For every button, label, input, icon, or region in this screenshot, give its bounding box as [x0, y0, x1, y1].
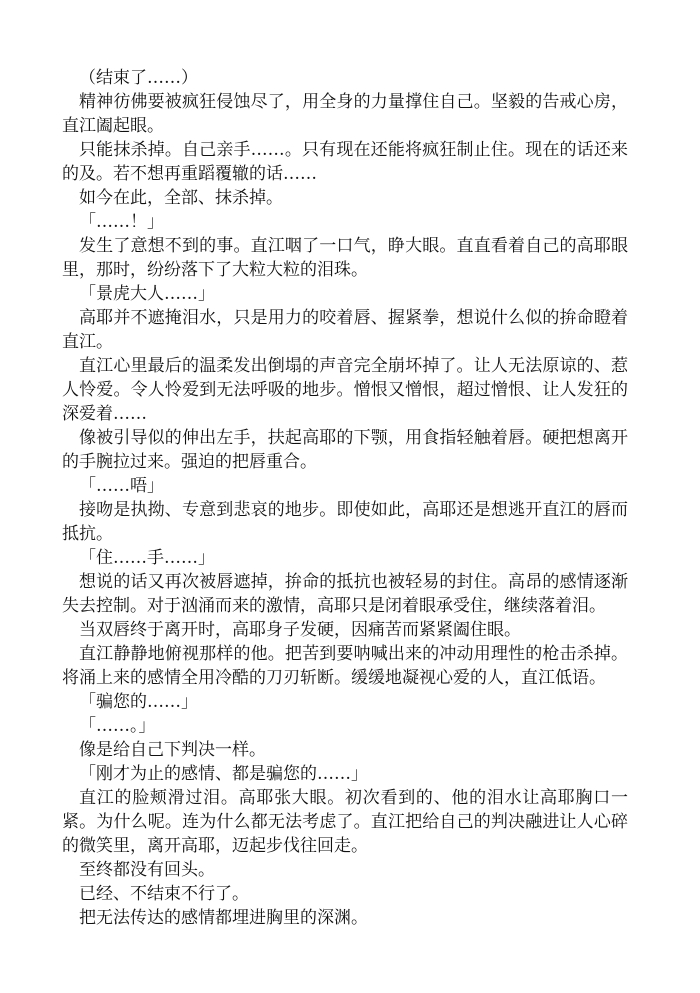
- paragraph: 直江的脸颊滑过泪。高耶张大眼。初次看到的、他的泪水让高耶胸口一紧。为什么呢。连为什么都无法考虑了。直江把给自己的判决融进让人心碎的微笑里，离开高耶，迈起步伐往回走。: [62, 788, 628, 856]
- paragraph: 只能抹杀掉。自己亲手……。只有现在还能将疯狂制止住。现在的话还来的及。若不想再重蹈覆辙的话……: [62, 140, 628, 184]
- paragraph: 直江静静地俯视那样的他。把苦到要呐喊出来的冲动用理性的枪击杀掉。将涌上来的感情全用冷酷的刀刃斩断。缓缓地凝视心爱的人，直江低语。: [62, 644, 628, 688]
- paragraph: 像被引导似的伸出左手，扶起高耶的下颚，用食指轻触着唇。硬把想离开的手腕拉过来。强迫的把唇重合。: [62, 428, 628, 472]
- paragraph: 当双唇终于离开时，高耶身子发硬，因痛苦而紧紧阖住眼。: [79, 620, 521, 640]
- paragraph: 发生了意想不到的事。直江咽了一口气，睁大眼。直直看着自己的高耶眼里，那时，纷纷落下了大粒大粒的泪珠。: [62, 236, 628, 280]
- paragraph: 精神彷佛要被疯狂侵蚀尽了，用全身的力量撑住自己。坚毅的告戒心房，直江阖起眼。: [62, 92, 628, 136]
- paragraph: 「……！」: [79, 212, 164, 232]
- paragraph: 「刚才为止的感情、都是骗您的……」: [79, 764, 368, 784]
- paragraph: 已经、不结束不行了。: [79, 884, 249, 904]
- paragraph: 像是给自己下判决一样。: [79, 740, 266, 760]
- paragraph: 至终都没有回头。: [79, 860, 215, 880]
- paragraph: 「骗您的……」: [79, 692, 198, 712]
- paragraph: 把无法传达的感情都埋进胸里的深渊。: [79, 908, 368, 928]
- paragraph: （结束了……）: [79, 68, 198, 88]
- paragraph: 「……。」: [79, 716, 156, 736]
- paragraph: 如今在此，全部、抹杀掉。: [79, 188, 283, 208]
- paragraph: 高耶并不遮掩泪水，只是用力的咬着唇、握紧拳，想说什么似的拚命瞪着直江。: [62, 308, 628, 352]
- paragraph: 「景虎大人……」: [79, 284, 215, 304]
- paragraph: 「住……手……」: [79, 548, 215, 568]
- paragraph: 「……唔」: [79, 476, 164, 496]
- paragraph: 想说的话又再次被唇遮掉，拚命的抵抗也被轻易的封住。高昂的感情逐渐失去控制。对于汹涌而来的激情，高耶只是闭着眼承受住，继续落着泪。: [62, 572, 628, 616]
- paragraph: 接吻是执拗、专意到悲哀的地步。即使如此，高耶还是想逃开直江的唇而抵抗。: [62, 500, 628, 544]
- paragraph: 直江心里最后的温柔发出倒塌的声音完全崩坏掉了。让人无法原谅的、惹人怜爱。令人怜爱到无法呼吸的地步。憎恨又憎恨，超过憎恨、让人发狂的深爱着……: [62, 356, 628, 424]
